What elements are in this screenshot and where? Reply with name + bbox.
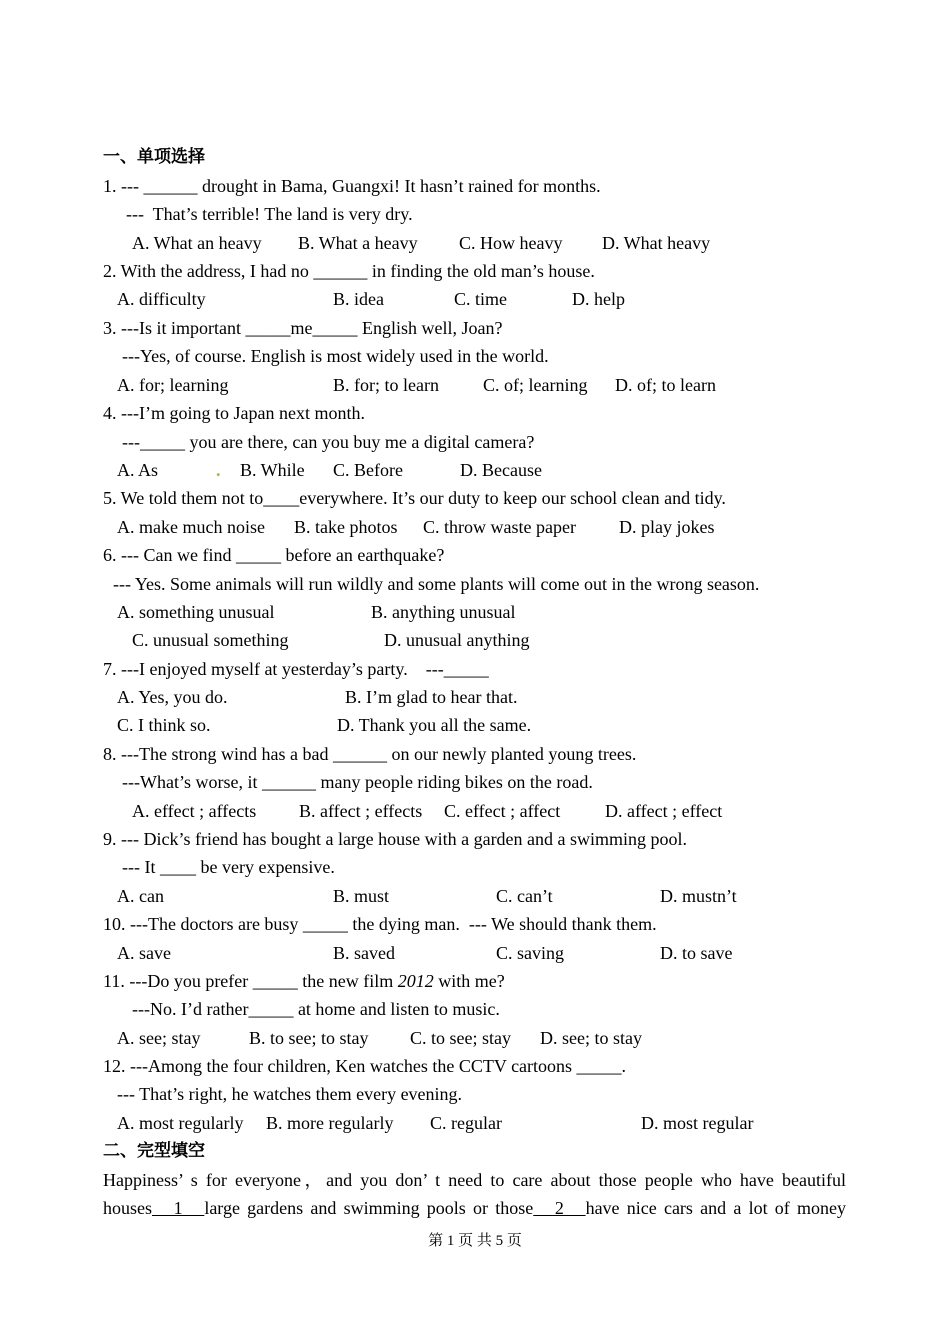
q6-option-b: B. anything unusual [371,602,516,622]
q9-reply: --- It ____ be very expensive. [122,857,335,877]
q5-stem: 5. We told them not to____everywhere. It’s our duty to keep our school clean and tidy. [103,488,726,508]
q12-reply: --- That’s right, he watches them every evening. [117,1084,463,1104]
cloze-line-2-part-b: large gardens and swimming pools or those [204,1198,534,1218]
q3-option-d: D. of; to learn [615,375,716,395]
q11-stem-post: with me? [433,971,505,991]
q1-option-c: C. How heavy [459,233,563,253]
q4-option-c: C. Before [333,460,403,480]
q8-option-d: D. affect ; effect [605,801,723,821]
cloze-line-2-part-a: houses [103,1198,152,1218]
q7-option-b: B. I’m glad to hear that. [345,687,518,707]
q1-option-d: D. What heavy [602,233,711,253]
q1-reply: --- That’s terrible! The land is very dry. [126,204,413,224]
q9-option-b: B. must [333,886,390,906]
cloze-blank-1: 1 [152,1198,205,1218]
q2-stem: 2. With the address, I had no ______ in finding the old man’s house. [103,261,595,281]
q10-stem: 10. ---The doctors are busy _____ the dying man. --- We should thank them. [103,914,657,934]
q5-option-b: B. take photos [294,517,398,537]
cloze-line-1: Happiness’ s for everyone，and you don’ t need to care about those people who have beautiful [103,1170,846,1190]
q10-option-c: C. saving [496,943,565,963]
q12-option-c: C. regular [430,1113,502,1133]
q4-option-b: B. While [240,460,305,480]
q11-option-c: C. to see; stay [410,1028,511,1048]
q6-reply: --- Yes. Some animals will run wildly and some plants will come out in the wrong season. [113,574,760,594]
q2-option-a: A. difficulty [117,289,206,309]
q11-reply: ---No. I’d rather_____ at home and listen to music. [132,999,500,1019]
cloze-blank-2: 2 [533,1198,586,1218]
q9-stem: 9. --- Dick’s friend has bought a large house with a garden and a swimming pool. [103,829,688,849]
q10-option-b: B. saved [333,943,395,963]
q8-option-b: B. affect ; effects [299,801,423,821]
q12-option-a: A. most regularly [117,1113,244,1133]
q1-stem: 1. --- ______ drought in Bama, Guangxi! It hasn’t rained for months. [103,176,601,196]
q1-option-a: A. What an heavy [132,233,262,253]
q4-stem: 4. ---I’m going to Japan next month. [103,403,365,423]
q8-option-a: A. effect ; affects [132,801,257,821]
q6-stem: 6. --- Can we find _____ before an earthquake? [103,545,445,565]
q10-option-a: A. save [117,943,171,963]
cloze-line-2-part-c: have nice cars and a lot of money [585,1198,846,1218]
q5-option-c: C. throw waste paper [423,517,576,537]
q7-option-d: D. Thank you all the same. [337,715,532,735]
q3-option-a: A. for; learning [117,375,229,395]
q6-option-c: C. unusual something [132,630,289,650]
q2-option-d: D. help [572,289,625,309]
q8-stem: 8. ---The strong wind has a bad ______ on our newly planted young trees. [103,744,637,764]
q7-option-c: C. I think so. [117,715,211,735]
q11-stem-pre: 11. ---Do you prefer _____ the new film [103,971,398,991]
q6-option-d: D. unusual anything [384,630,530,650]
q2-option-b: B. idea [333,289,384,309]
q4-option-d: D. Because [460,460,542,480]
q11-option-d: D. see; to stay [540,1028,642,1048]
q7-stem: 7. ---I enjoyed myself at yesterday’s party. ---_____ [103,659,489,679]
q11-film-title: 2012 [397,971,434,991]
section-1-title: 一、单项选择 [103,147,205,167]
q8-option-c: C. effect ; affect [444,801,561,821]
q3-stem: 3. ---Is it important _____me_____ English well, Joan? [103,318,503,338]
q3-option-b: B. for; to learn [333,375,439,395]
q12-option-d: D. most regular [641,1113,754,1133]
page-footer: 第 1 页 共 5 页 [428,1233,522,1249]
q5-option-a: A. make much noise [117,517,265,537]
q1-option-b: B. What a heavy [298,233,418,253]
q8-reply: ---What’s worse, it ______ many people riding bikes on the road. [122,772,593,792]
q12-option-b: B. more regularly [266,1113,394,1133]
q3-reply: ---Yes, of course. English is most widely used in the world. [122,346,549,366]
q4-option-a: A. As [117,460,159,480]
q2-option-c: C. time [454,289,507,309]
q4-reply: ---_____ you are there, can you buy me a digital camera? [122,432,535,452]
cloze-line-2 [103,1197,846,1219]
q12-stem: 12. ---Among the four children, Ken watches the CCTV cartoons _____. [103,1056,627,1076]
section-2-title: 二、完型填空 [103,1141,205,1161]
q7-option-a: A. Yes, you do. [117,687,228,707]
q5-option-d: D. play jokes [619,517,715,537]
q11-option-b: B. to see; to stay [249,1028,369,1048]
q11-stem [103,970,505,992]
q3-option-c: C. of; learning [483,375,588,395]
q6-option-a: A. something unusual [117,602,275,622]
q10-option-d: D. to save [660,943,733,963]
q9-option-c: C. can’t [496,886,553,906]
q9-option-a: A. can [117,886,164,906]
stray-dot-mark: . [216,460,221,480]
q11-option-a: A. see; stay [117,1028,201,1048]
q9-option-d: D. mustn’t [660,886,737,906]
